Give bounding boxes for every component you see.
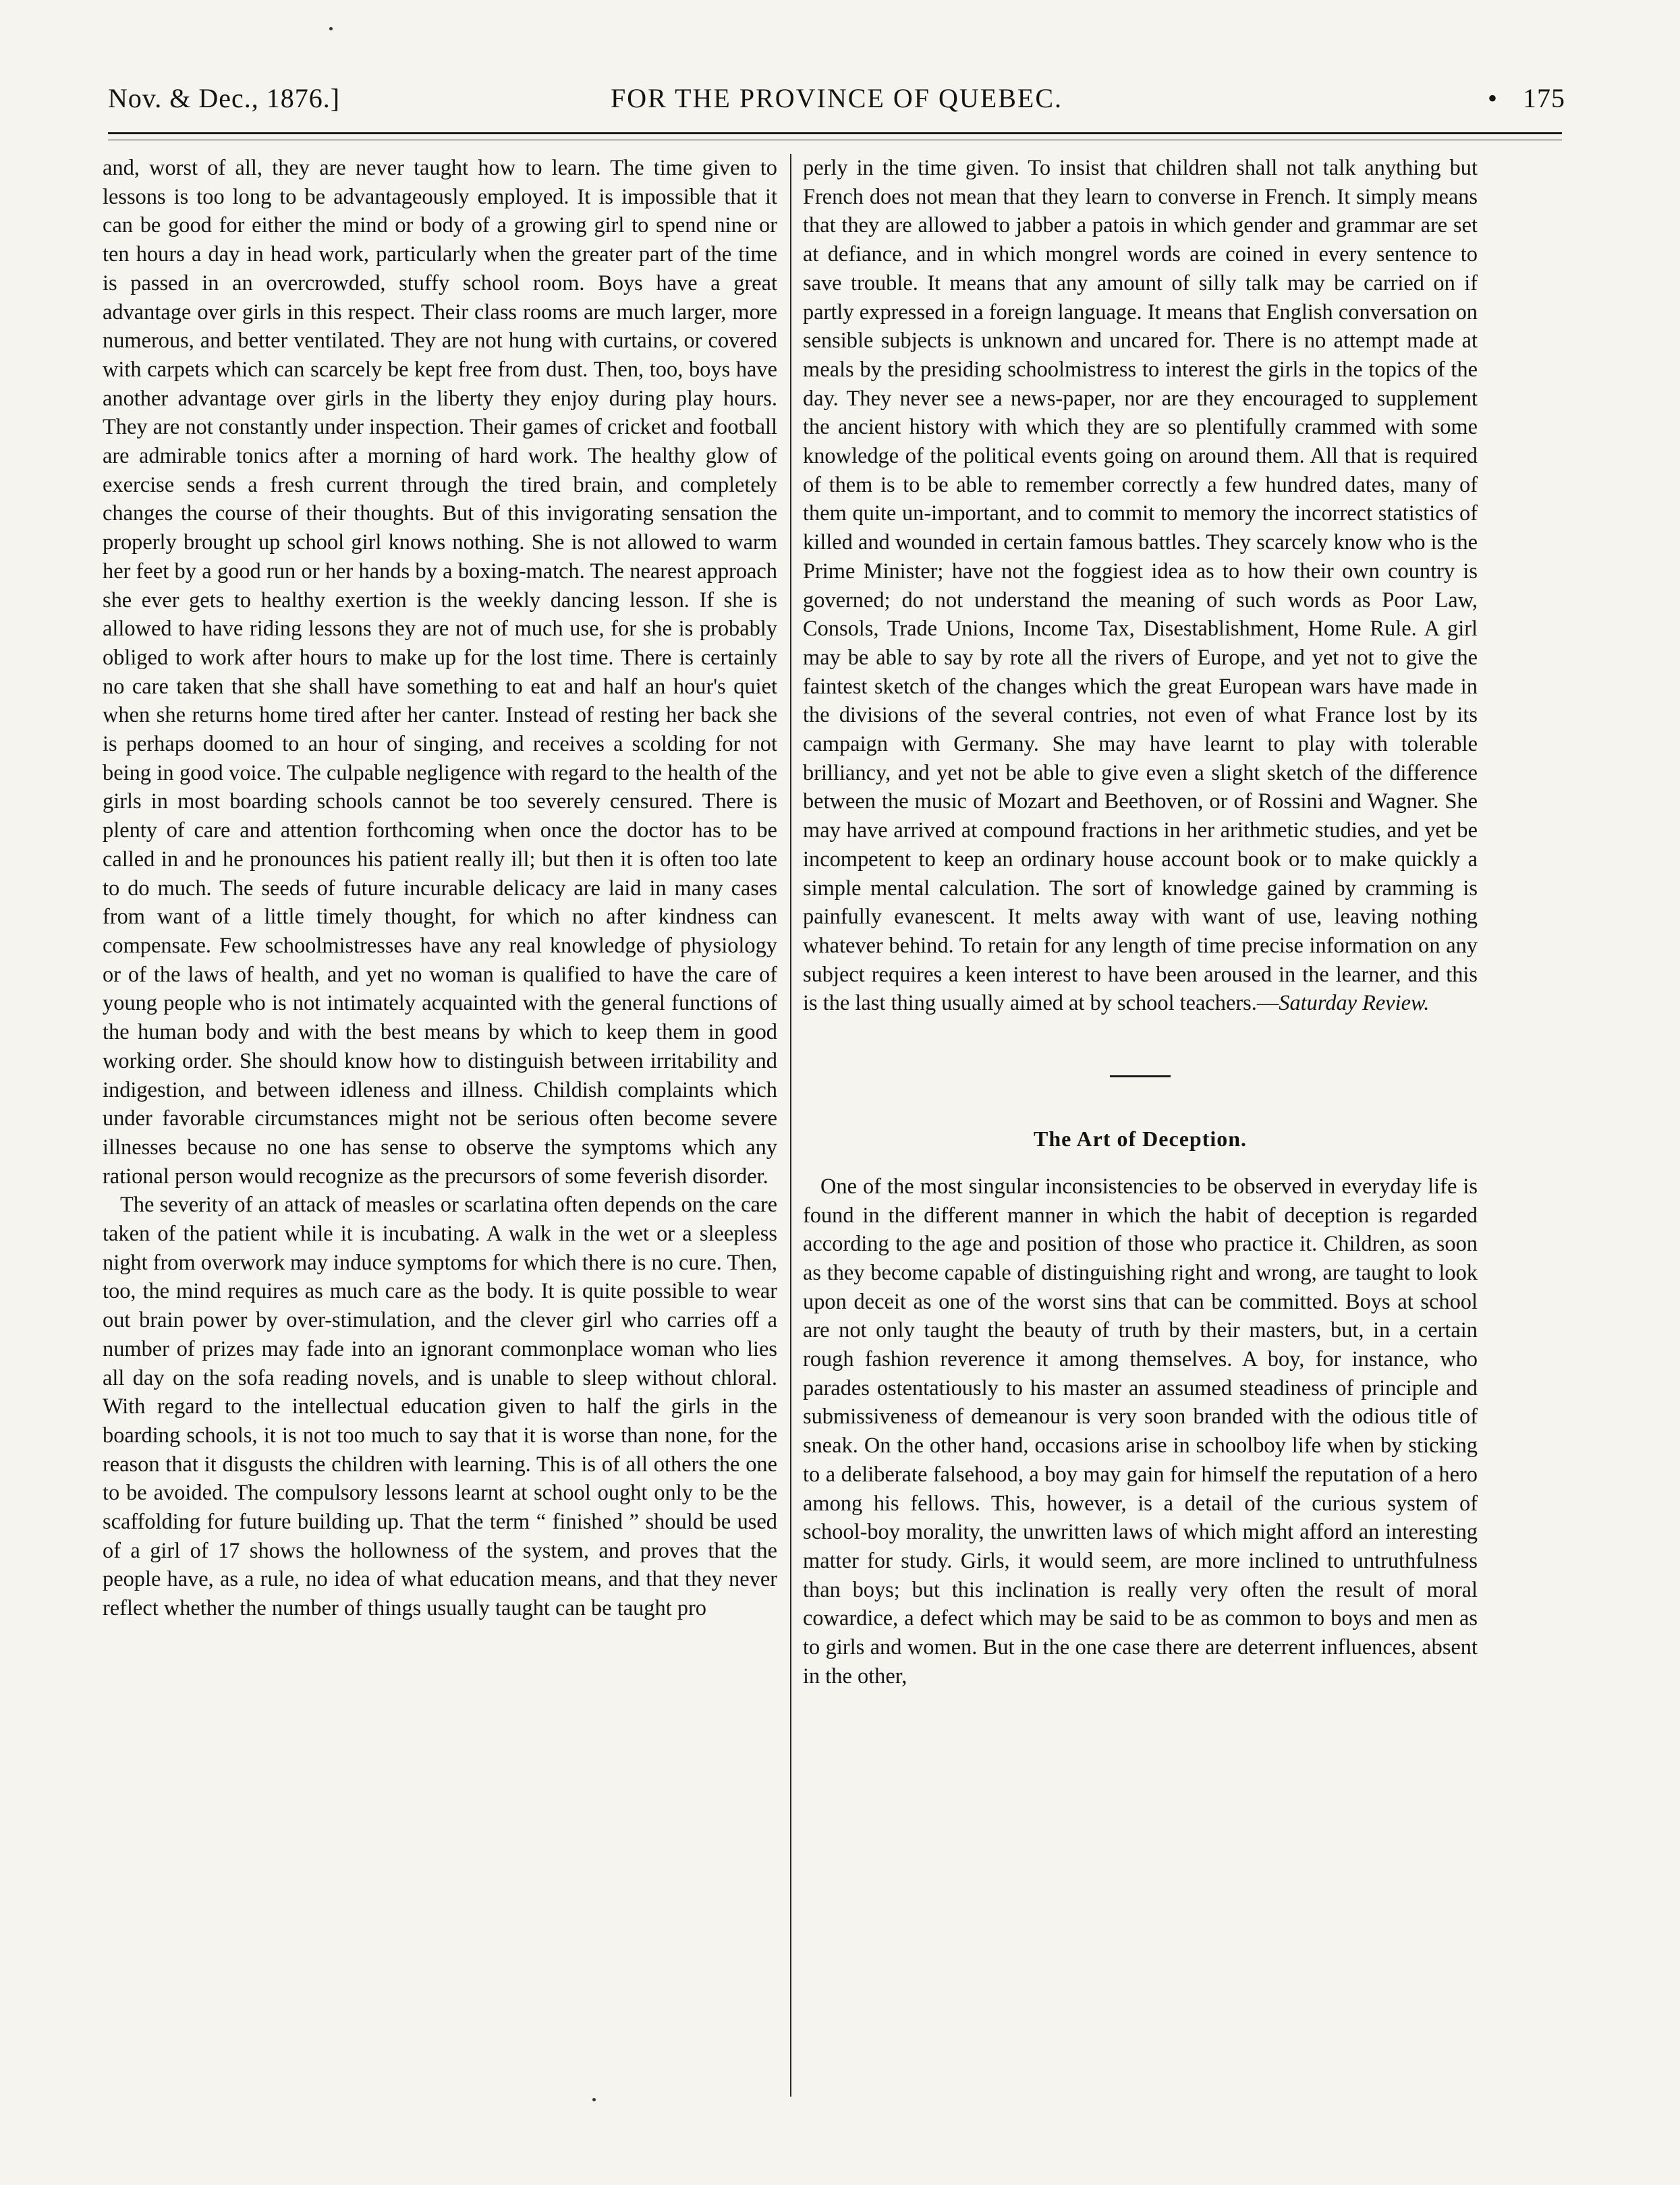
page-number: 175 [1523,83,1565,113]
print-speck [592,2098,596,2101]
paragraph-continued-right [803,154,1478,1018]
paragraph-deception: One of the most singular inconsistencies to be observed in everyday life is found in the different manner in which the habit of deception is regarded according to the age and position of those who practice it. Children, as soon as they become capable of distinguishing right and wrong, are taught to look upon deceit as one of the worst sins that can be committed. Boys at school are not only taught the beauty of truth by their masters, but, in a certain rough fashion reverence it among themselves. A boy, for instance, who parades ostentatiously to his master an assumed steadiness of principle and submissiveness of demeanour is very soon branded with the odious title of sneak. On the other hand, occasions arise in schoolboy life when by sticking to a deliberate falsehood, a boy may gain for himself the reputation of a hero among his fellows. This, however, is a detail of the curious system of school-boy morality, the unwritten laws of which might afford an interesting matter for study. Girls, it would seem, are more inclined to untruthfulness than boys; but this inclination is really very often the result of moral cowardice, a defect which may be said to be as common to boys and men as to girls and women. But in the one case there are deterrent influences, absent in the other, [803,1174,1478,1689]
source-attribution: Saturday Review. [1279,991,1430,1016]
print-speck [329,27,333,30]
header-separator: • [1487,83,1498,113]
article-title: The Art of Deception. [1033,1127,1248,1152]
left-column [103,154,777,1623]
header-rule [108,132,1562,140]
paragraph-measles: The severity of an attack of measles or scarlatina often depends on the care taken of the patient while it is incubating. A walk in the wet or a sleepless night from overwork may induce symptoms for which there is no cure. Then, too, the mind requires as much care as the body. It is quite possible to wear out brain power by over-stimulation, and the clever girl who carries off a number of prizes may fade into an ignorant commonplace woman who lies all day on the sofa reading novels, and is unable to sleep without chloral. With regard to the intellectual education given to half the girls in the boarding schools, it is not too much to say that it is worse than none, for the reason that it disgusts the children with learning. This is of all others the one to be avoided. The compulsory lessons learnt at school ought only to be the scaffolding for future building up. That the term “ finished ” should be used of a girl of 17 shows the hollowness of the system, and proves that the people have, as a rule, no idea of what education means, and that they never reflect whether the number of things usually taught can be taught pro [103,1193,777,1621]
issue-date: Nov. & Dec., 1876.] [108,83,341,113]
paragraph-french-text: perly in the time given. To insist that children shall not talk anything but French does not mean that they learn to converse in French. It simply means that they are allowed to jabber a patois in which gender and grammar are set at defiance, and in which mongrel words are coined in every sentence to save trouble. It means that any amount of silly talk may be carried on if partly expressed in a foreign language. It means that English conversation on sensible subjects is unknown and uncared for. There is no attempt made at meals by the presiding schoolmistress to interest the girls in the topics of the day. They never see a news-paper, nor are they encouraged to supplement the ancient history with which they are so plentifully crammed with some knowledge of the political events going on around them. All that is required of them is to be able to remember correctly a few hundred dates, many of them quite un-important, and to commit to memory the incorrect statistics of killed and wounded in certain famous battles. They scarcely know who is the Prime Minister; have not the foggiest idea as to how their own country is governed; do not understand the meaning of such words as Poor Law, Consols, Trade Unions, Income Tax, Disestablishment, Home Rule. A girl may be able to say by rote all the rivers of Europe, and yet not to give the faintest sketch of the changes which the great European wars have made in the divisions of the several contries, not even of what France lost by its campaign with Germany. She may have learnt to play with tolerable brilliancy, and yet not be able to give even a slight sketch of the difference between the music of Mozart and Beethoven, or of Rossini and Wagner. She may have arrived at compound fractions in her arithmetic studies, and yet be incompetent to keep an ordinary house account book or to make quickly a simple mental calculation. The sort of knowledge gained by cramming is painfully evanescent. It melts away with want of use, leaving nothing whatever behind. To retain for any length of time precise information on any subject requires a keen interest to have been aroused in the learner, and this is the last thing usually aimed at by school teachers.— [803,156,1478,1016]
column-divider [790,154,791,2097]
running-header [108,82,1565,123]
right-column [803,154,1478,1691]
publication-title: FOR THE PROVINCE OF QUEBEC. [611,83,1063,113]
paragraph-continued: and, worst of all, they are never taught how to learn. The time given to lessons is too long to be advantageously employed. It is impossible that it can be good for either the mind or body of a growing girl to spend nine or ten hours a day in head work, particularly when the greater part of the time is passed in an overcrowded, stuffy school room. Boys have a great advantage over girls in this respect. Their class rooms are much larger, more numerous, and better ventilated. They are not hung with curtains, or covered with carpets which can scarcely be kept free from dust. Then, too, boys have another advantage over girls in the liberty they enjoy during play hours. They are not constantly under inspection. Their games of cricket and football are admirable tonics after a morning of hard work. The healthy glow of exercise sends a fresh current through the tired brain, and completely changes the course of their thoughts. But of this invigorating sensation the properly brought up school girl knows nothing. She is not allowed to warm her feet by a good run or her hands by a boxing-match. The nearest approach she ever gets to healthy exertion is the weekly dancing lesson. If she is allowed to have riding lessons they are not of much use, for she is probably obliged to work after hours to make up for the lost time. There is certainly no care taken that she shall have something to eat and half an hour's quiet when she returns home tired after her canter. Instead of resting her back she is perhaps doomed to an hour of singing, and receives a scolding for not being in good voice. The culpable negligence with regard to the health of the girls in most boarding schools cannot be too severely censured. There is plenty of care and attention forthcoming when once the doctor has to be called in and he pronounces his patient really ill; but then it is often too late to do much. The seeds of future incurable delicacy are laid in many cases from want of a little timely thought, for which no after kindness can compensate. Few schoolmistresses have any real knowledge of physiology or of the laws of health, and yet no woman is qualified to have the care of young people who is not intimately acquainted with the general functions of the human body and with the best means by which to keep them in good working order. She should know how to distinguish between irritability and indigestion, and between idleness and illness. Childish complaints which under favorable circumstances might not be serious often become severe illnesses because no one has sense to observe the symptoms which any rational person would recognize as the precursors of some feverish disorder. [103,156,777,1189]
article-separator-rule [1110,1075,1171,1077]
